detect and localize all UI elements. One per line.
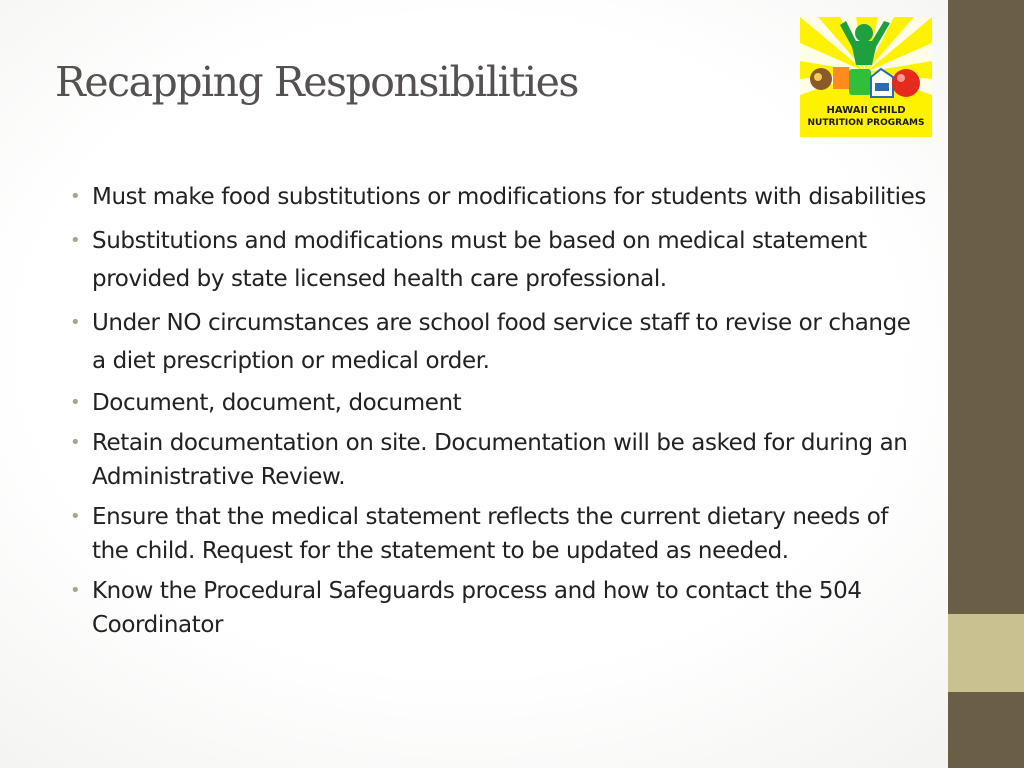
bullet-item	[70, 500, 930, 568]
bullet-list	[70, 178, 930, 648]
bullet-item	[70, 222, 930, 298]
bullet-item	[70, 386, 930, 420]
bullet-text: Know the Procedural Safeguards process and how to contact the 504 Coordinator	[92, 578, 862, 638]
bullet-text: Retain documentation on site. Documentation will be asked for during an Administrative Review.	[92, 430, 908, 490]
logo-text-line1: HAWAII CHILD	[826, 105, 906, 116]
bullet-item	[70, 178, 930, 216]
bullet-text: Substitutions and modifications must be based on medical statement provided by state licensed health care professional.	[92, 228, 867, 292]
bullet-icon: •	[70, 580, 81, 601]
bullet-icon: •	[70, 186, 81, 207]
bullet-text: Under NO circumstances are school food service staff to revise or change a diet prescription or medical order.	[92, 310, 911, 374]
bullet-item	[70, 574, 930, 642]
sidebar-accent-block	[948, 614, 1024, 692]
bullet-item	[70, 426, 930, 494]
bullet-icon: •	[70, 392, 81, 413]
bullet-icon: •	[70, 506, 81, 527]
bullet-text: Ensure that the medical statement reflects the current dietary needs of the child. Request for the statement to be updated as needed.	[92, 504, 889, 564]
logo-text-line2: NUTRITION PROGRAMS	[807, 118, 925, 128]
slide-title: Recapping Responsibilities	[55, 58, 578, 106]
bullet-icon: •	[70, 230, 81, 251]
hawaii-child-nutrition-logo	[800, 17, 932, 137]
bullet-icon: •	[70, 312, 81, 333]
bullet-icon: •	[70, 432, 81, 453]
bullet-item	[70, 304, 930, 380]
bullet-text: Must make food substitutions or modifications for students with disabilities	[92, 184, 926, 210]
bullet-text: Document, document, document	[92, 390, 462, 416]
